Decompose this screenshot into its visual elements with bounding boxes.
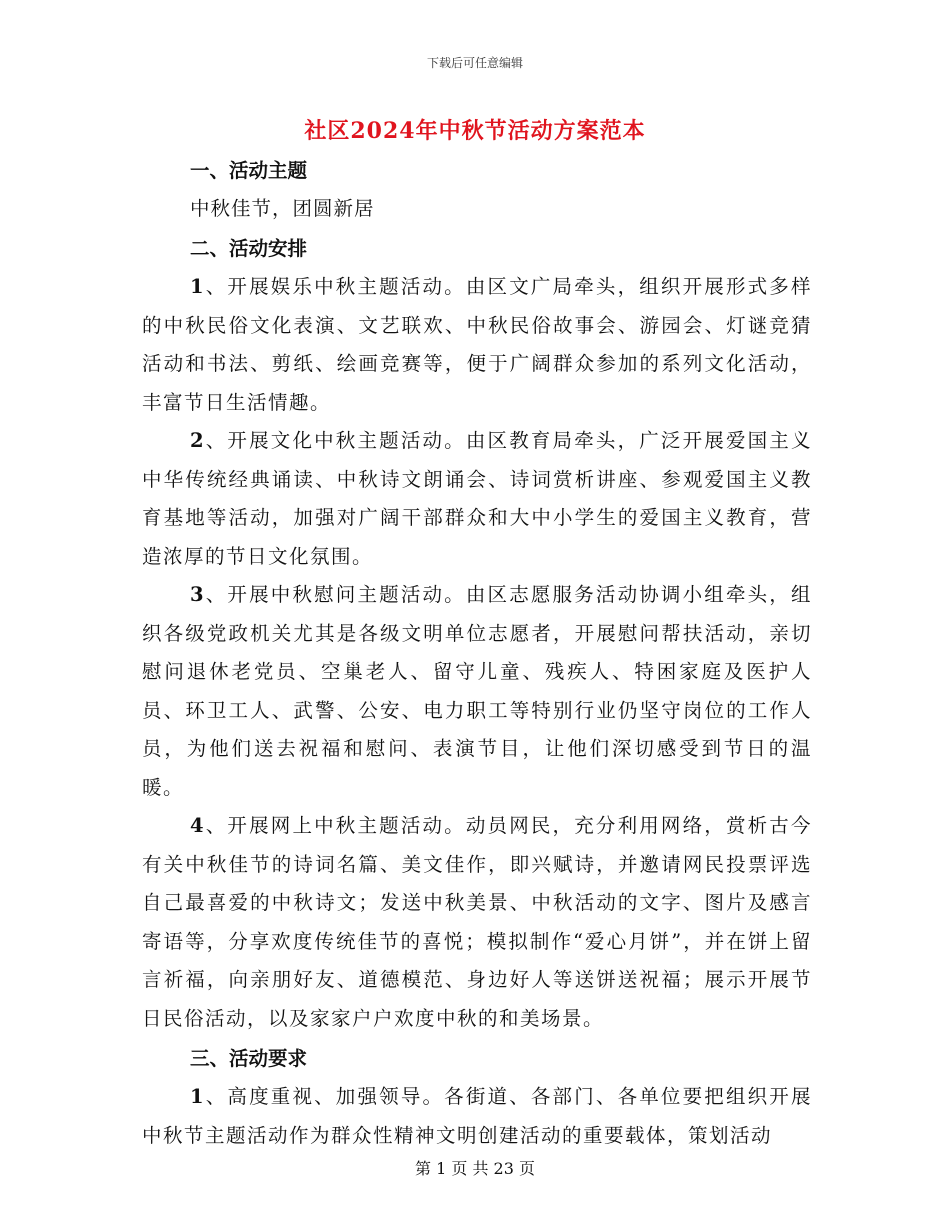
paragraph-item-2 bbox=[142, 422, 812, 576]
paragraph-item-3 bbox=[142, 576, 812, 807]
paragraph-text: 、高度重视、加强领导。各街道、各部门、各单位要把组织开展中秋节主题活动作为群众性精神文明创建活动的重要载体，策划活动 bbox=[142, 1085, 812, 1147]
paragraph-text: 、开展网上中秋主题活动。动员网民，充分利用网络，赏析古今有关中秋佳节的诗词名篇、美文佳作，即兴赋诗，并邀请网民投票评选自己最喜爱的中秋诗文；发送中秋美景、中秋活动的文字、图片及感言寄语等，分享欢度传统佳节的喜悦；模拟制作“爱心月饼”，并在饼上留言祈福，向亲朋好友、道德模范、身边好人等送饼送祝福；展示开展节日民俗活动，以及家家户户欢度中秋的和美场景。 bbox=[142, 814, 812, 1030]
paragraph-item-5 bbox=[142, 1078, 812, 1155]
theme-text: 中秋佳节，团圆新居 bbox=[190, 197, 375, 220]
item-number: 1 bbox=[190, 275, 206, 298]
document-title: 社区2024年中秋节活动方案范本 bbox=[304, 118, 646, 144]
item-number: 1 bbox=[190, 1085, 206, 1108]
paragraph-text: 、开展文化中秋主题活动。由区教育局牵头，广泛开展爱国主义中华传统经典诵读、中秋诗文朗诵会、诗词赏析讲座、参观爱国主义教育基地等活动，加强对广阔干部群众和大中小学生的爱国主义教育，营造浓厚的节日文化氛围。 bbox=[142, 429, 812, 568]
section-heading-arrangement: 二、活动安排 bbox=[190, 237, 308, 260]
item-number: 3 bbox=[190, 583, 206, 606]
section-heading-requirements: 三、活动要求 bbox=[190, 1047, 308, 1070]
item-number: 2 bbox=[190, 429, 206, 452]
paragraph-item-1 bbox=[142, 268, 812, 422]
paragraph-text: 、开展娱乐中秋主题活动。由区文广局牵头，组织开展形式多样的中秋民俗文化表演、文艺联欢、中秋民俗故事会、游园会、灯谜竞猜活动和书法、剪纸、绘画竞赛等，便于广阔群众参加的系列文化活动，丰富节日生活情趣。 bbox=[142, 275, 812, 414]
paragraph-text: 、开展中秋慰问主题活动。由区志愿服务活动协调小组牵头，组织各级党政机关尤其是各级文明单位志愿者，开展慰问帮扶活动，亲切慰问退休老党员、空巢老人、留守儿童、残疾人、特困家庭及医护人员、环卫工人、武警、公安、电力职工等特别行业仍坚守岗位的工作人员，为他们送去祝福和慰问、表演节目，让他们深切感受到节日的温暖。 bbox=[142, 583, 812, 799]
paragraph-item-4 bbox=[142, 807, 812, 1038]
section-heading-theme: 一、活动主题 bbox=[190, 159, 308, 182]
item-number: 4 bbox=[190, 814, 206, 837]
header-note: 下载后可任意编辑 bbox=[426, 56, 523, 70]
page-footer: 第 1 页 共 23 页 bbox=[415, 1159, 535, 1178]
document-body bbox=[142, 150, 812, 1155]
